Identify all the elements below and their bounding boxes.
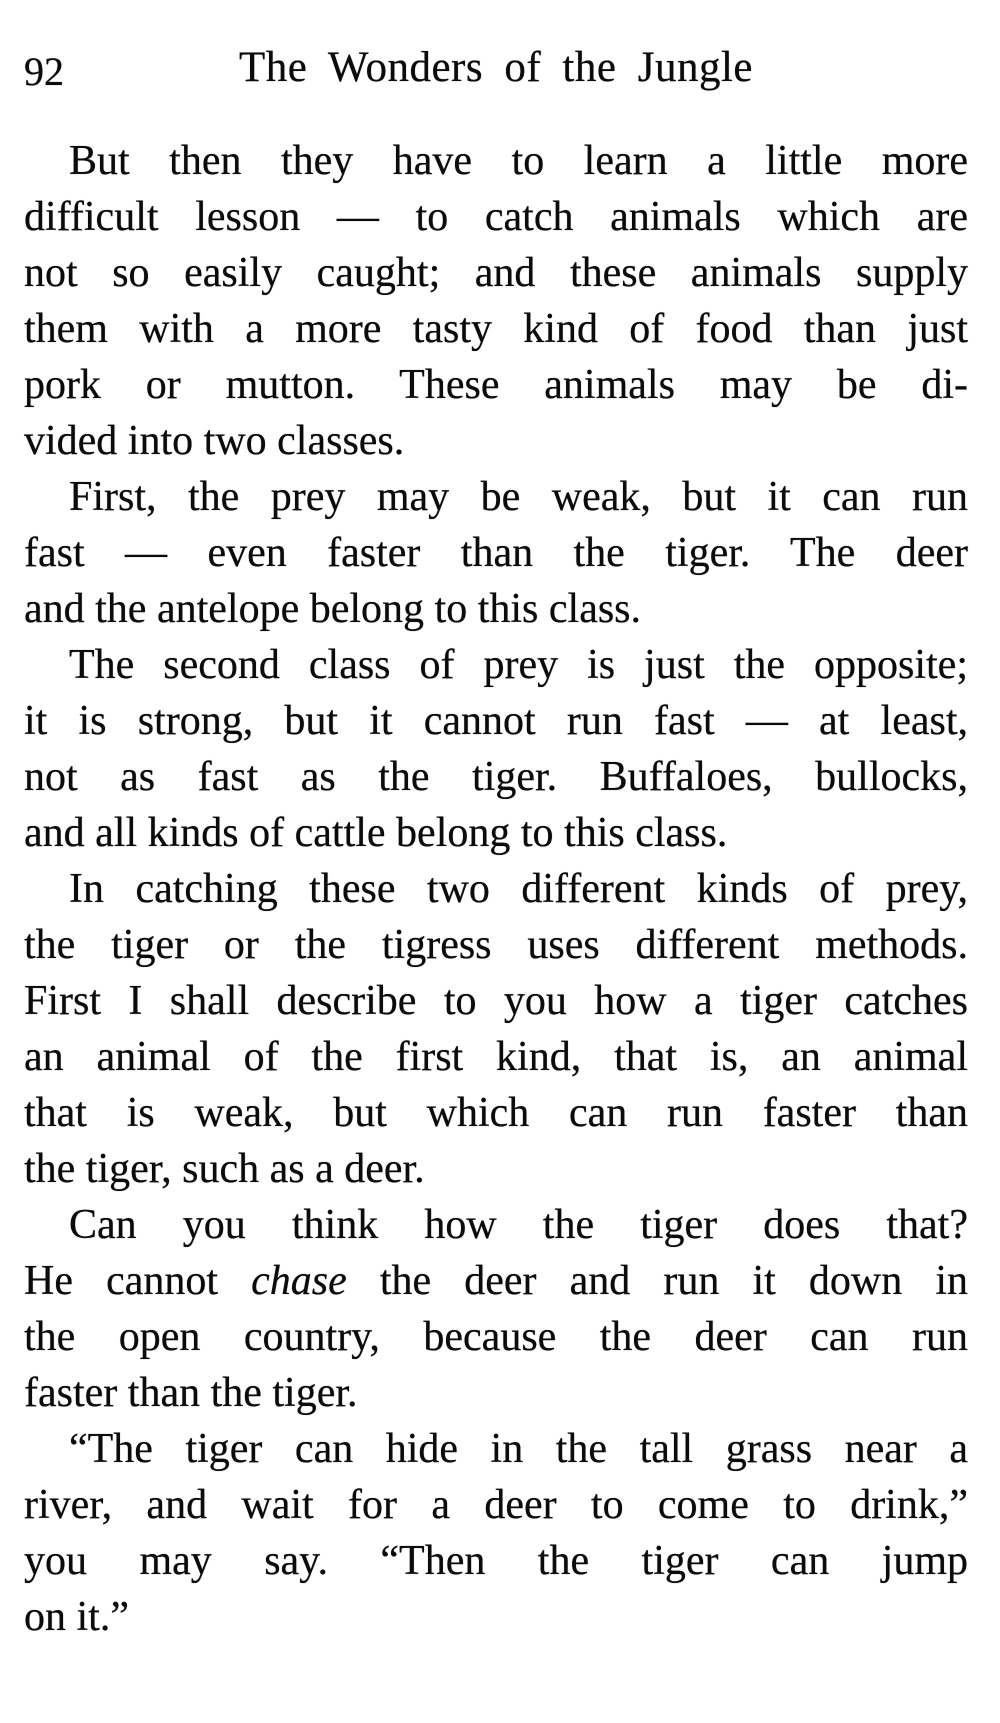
text-run: not as fast as the tiger. Buffaloes, bullocks, [24, 754, 968, 800]
text-line [24, 637, 968, 693]
text-line [24, 1421, 968, 1477]
text-line [24, 469, 968, 525]
text-run: vided into two classes. [24, 418, 405, 464]
text-line [24, 917, 968, 973]
text-run: that is weak, but which can run faster than [24, 1090, 968, 1136]
text-run: The second class of prey is just the opposite; [69, 642, 968, 688]
text-run: fast — even faster than the tiger. The deer [24, 530, 968, 576]
text-run: First I shall describe to you how a tiger catches [24, 978, 968, 1024]
text-run: on it.” [24, 1594, 129, 1640]
text-line [24, 1197, 968, 1253]
text-line [24, 1253, 968, 1309]
text-run: In catching these two different kinds of prey, [69, 866, 968, 912]
page-body [24, 133, 968, 1645]
text-line [24, 189, 968, 245]
text-line [24, 525, 968, 581]
text-run: Can you think how the tiger does that? [69, 1202, 968, 1248]
text-line [24, 749, 968, 805]
text-run: the open country, because the deer can run [24, 1314, 968, 1360]
paragraph [24, 637, 968, 861]
text-line [24, 1589, 968, 1645]
text-run: difficult lesson — to catch animals which are [24, 194, 968, 240]
text-line [24, 301, 968, 357]
paragraph [24, 469, 968, 637]
paragraph [24, 133, 968, 469]
text-line [24, 413, 968, 469]
text-line [24, 1141, 968, 1197]
text-run: it is strong, but it cannot run fast — at least, [24, 698, 968, 744]
text-run: He cannot [24, 1258, 252, 1304]
text-line [24, 693, 968, 749]
text-run: faster than the tiger. [24, 1370, 358, 1416]
running-header [24, 40, 968, 98]
text-line [24, 357, 968, 413]
text-line [24, 581, 968, 637]
text-line [24, 1365, 968, 1421]
italic-text: chase [251, 1258, 347, 1304]
text-run: an animal of the first kind, that is, an animal [24, 1034, 968, 1080]
text-line [24, 1085, 968, 1141]
text-line [24, 245, 968, 301]
text-line [24, 133, 968, 189]
text-run: them with a more tasty kind of food than just [24, 306, 968, 352]
text-line [24, 861, 968, 917]
text-line [24, 1029, 968, 1085]
page-number: 92 [24, 49, 64, 94]
text-line [24, 1309, 968, 1365]
text-run: “The tiger can hide in the tall grass near a [69, 1426, 968, 1472]
running-title: The Wonders of the Jungle [239, 44, 753, 91]
text-run: the tiger, such as a deer. [24, 1146, 425, 1192]
text-line [24, 973, 968, 1029]
text-line [24, 805, 968, 861]
text-run: and all kinds of cattle belong to this class. [24, 810, 728, 856]
paragraph [24, 1197, 968, 1421]
text-run: pork or mutton. These animals may be di- [24, 362, 968, 408]
paragraph [24, 1421, 968, 1645]
paragraph [24, 861, 968, 1197]
text-line [24, 1477, 968, 1533]
text-line [24, 1533, 968, 1589]
text-run: the deer and run it down in [346, 1258, 968, 1304]
text-run: the tiger or the tigress uses different methods. [24, 922, 968, 968]
text-run: and the antelope belong to this class. [24, 586, 642, 632]
text-run: river, and wait for a deer to come to drink,” [24, 1482, 968, 1528]
text-run: not so easily caught; and these animals supply [24, 250, 968, 296]
text-run: First, the prey may be weak, but it can run [69, 474, 968, 520]
text-run: But then they have to learn a little more [69, 138, 968, 184]
text-run: you may say. “Then the tiger can jump [24, 1538, 968, 1584]
